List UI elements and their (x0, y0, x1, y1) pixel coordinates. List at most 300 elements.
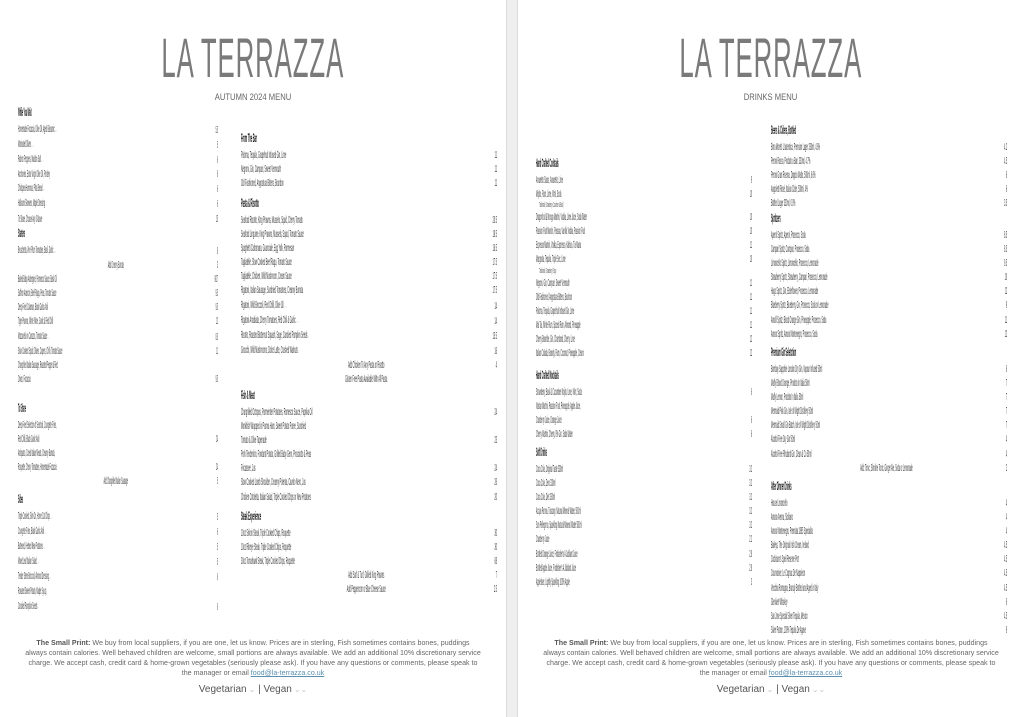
item-name (771, 196, 795, 210)
menu-item (18, 554, 218, 569)
item-name-text: Add Creamy Burrata (107, 259, 124, 272)
item-name-text: Amalfi Spritz, Blood Orange Gin, Pineapple, Prosecco, Soda (771, 313, 827, 326)
item-price: 4 (1005, 525, 1007, 538)
menu-item (771, 376, 1007, 390)
menu-item (241, 148, 497, 162)
menu-item (241, 328, 497, 343)
item-name (241, 176, 284, 190)
item-name (241, 358, 491, 372)
menu-item (771, 327, 1007, 341)
menu-item (536, 518, 752, 532)
item-name-text: San Jose Special Silver Tequila, Mexico (771, 609, 808, 622)
item-name (18, 524, 47, 539)
vegetarian-icon: ⌄ (307, 330, 310, 340)
menu-item (241, 405, 497, 419)
item-name (771, 552, 799, 566)
small-print: The Small Print: We buy from local suppliers, if you are one, let us know. Prices are in sterling, Fish sometimes contains bones, puddings always contain calories. Well behaved children are welcome, small portions are always available. We add an additional 10% discretionary service charge. We accept cash, credit card & home-grown vegetables (seriously please ask). If you have any questions or comments, please speak to the manager or email food@la-terrazza.co.uk (543, 639, 999, 677)
item-price: 9.5 (215, 372, 218, 385)
item-name-text: Coca Cola, Diet 330ml (536, 491, 555, 504)
section-heading: Premium Gin Seletction (771, 345, 797, 359)
item-name (536, 304, 574, 318)
item-name (241, 447, 311, 475)
item-price: 11 (750, 290, 752, 303)
item-price: 4 (1005, 433, 1007, 446)
item-name-text: Courvoisier, Le Cognac De Napoleon (771, 567, 806, 580)
item-name (536, 532, 549, 546)
item-price: 10 (749, 188, 752, 201)
vegetarian-icon: ⌄ (47, 331, 49, 341)
menu-section (241, 388, 497, 504)
item-name-text: Slow Cooked Lamb Shoulder, Creamy Polenta, Cavolo Nero, Jus (241, 476, 306, 489)
item-price: 3.5 (1004, 197, 1007, 210)
item-price: 15.5 (492, 329, 497, 342)
menu-item (771, 404, 1007, 418)
item-name (241, 405, 312, 419)
menu-item (241, 227, 497, 241)
item-price: 9 (1005, 623, 1007, 636)
item-name-text: Mozzarella in Carozza, Tomato Sauce (18, 329, 48, 342)
item-name (771, 256, 818, 270)
item-price: 2.5 (493, 583, 497, 596)
item-price: 6 (217, 154, 218, 167)
menu-item (18, 446, 218, 474)
item-name (771, 623, 806, 637)
item-price: 24 (216, 461, 218, 474)
item-name-text: Malfy Blood Orange, Prodoto In Italia 50ml (771, 377, 810, 390)
menu-item (241, 283, 497, 297)
item-name (241, 343, 300, 358)
menu-item (771, 313, 1007, 327)
item-name-text: Cockburn's Speil Reserve Port (771, 553, 800, 566)
item-name (241, 283, 303, 297)
item-price: 4.5 (1004, 609, 1007, 622)
item-name (771, 154, 810, 168)
menu-item (771, 538, 1007, 552)
item-name-text: Bombay Sapphire London Dry Gin, Vapour Infused 50ml (771, 363, 823, 375)
page-gutter (506, 0, 518, 717)
item-price: 5 (217, 475, 218, 488)
item-name-text: Hugo Spritz, Gin, Elderflower, Prosecco, Lemonade (771, 285, 819, 298)
menu-item (18, 243, 218, 258)
menu-item (536, 224, 752, 238)
menu-item (241, 162, 497, 176)
item-name (771, 609, 807, 623)
item-name-line: Nostar Martini, Passion Fruit, Pineapple, Apple Juice, (536, 400, 581, 413)
item-name-text: Gnocchi, Wild Mushrooms, Dolce Latte, Crushed Walnuts (241, 343, 298, 356)
item-name (539, 267, 556, 276)
item-name (18, 258, 214, 272)
item-name-line: Chargrilled Italian Sausage, Roasted Pepper & Red (18, 358, 58, 371)
item-name-text: Tagliatelle, Slow Cooked Beef Ragu, Tomato Sauce (241, 256, 292, 269)
menu-item (241, 419, 497, 447)
item-price: 6 (217, 198, 218, 211)
item-name (241, 328, 309, 343)
item-price: 68 (494, 555, 497, 568)
item-name (536, 238, 581, 252)
item-name (771, 595, 787, 609)
item-price: 16.5 (492, 242, 497, 255)
item-name-line: Tomato & Olive Tapenade (241, 434, 267, 447)
menu-item (241, 298, 497, 313)
item-name (241, 255, 292, 269)
menu-subtitle: AUTUMN 2024 MENU (214, 92, 292, 102)
menu-section (771, 211, 1007, 341)
item-name (18, 137, 34, 152)
item-price: 14 (494, 314, 497, 327)
menu-item (771, 390, 1007, 404)
item-name-text: Deep Fried Calamari, Black Garlic Aioli (18, 301, 48, 314)
item-price: 4 (1005, 511, 1007, 524)
item-price: 24 (216, 433, 218, 446)
menu-item (536, 547, 752, 561)
vegetarian-icon: ⌄ (766, 685, 774, 694)
section-heading: Steak Experience (241, 509, 262, 523)
item-name (18, 286, 56, 300)
item-name (241, 372, 491, 386)
item-price: 3 (217, 259, 218, 272)
diet-legend: Vegetarian ⌄ | Vegan ⌄⌄ (716, 684, 826, 695)
menu-item (771, 362, 1007, 376)
menu-item (536, 346, 752, 360)
restaurant-logo-title: LA TERRAZZA (161, 26, 345, 89)
item-name-line: Onion, Focaccia (18, 372, 31, 385)
item-price: 5 (217, 556, 218, 569)
vegan-icon: ⌄⌄ (31, 140, 34, 150)
menu-item (536, 210, 752, 224)
item-name-text: Coca Cola, Zero 330ml (536, 477, 556, 490)
menu-item (771, 432, 1007, 446)
item-name-text: 10oz Sirloin Steak, Triple Cooked Chips, Roquette (241, 527, 291, 539)
menu-item (18, 418, 218, 446)
item-name-text: Slow Cooked Squid, Olives, Capers, Chilli, Tomato Sauce (18, 344, 63, 357)
item-name (536, 318, 581, 332)
item-name (18, 569, 51, 584)
item-price: 11 (1004, 313, 1007, 326)
item-name (241, 269, 292, 283)
item-price: 24 (494, 462, 497, 475)
item-name-text: Amaro Averna, Siciliano (771, 511, 793, 524)
item-name (536, 518, 582, 532)
item-price: 12 (216, 315, 218, 328)
item-name-text: Coca Cola, Original Taste 330ml (536, 463, 564, 475)
item-name-text: Cherry Bramble, Gin, Chambord, Cherry, Lime (536, 332, 575, 345)
menu-item (18, 152, 218, 167)
item-name (536, 399, 581, 427)
item-price: 3.2 (749, 491, 752, 504)
item-name (18, 243, 56, 258)
menu-item (771, 623, 1007, 637)
add-on-item (241, 568, 497, 582)
item-name (771, 418, 820, 432)
item-price: 7 (1005, 419, 1007, 432)
item-name (18, 122, 57, 137)
item-name-text: Amaro Spritz, Amaro Montenegro, Prosecco, Soda (771, 327, 818, 340)
item-name (536, 547, 578, 561)
item-name-line: Antipasto, Cured Italian Meats, Creamy Burrata, (18, 447, 56, 460)
food-menu-page (0, 0, 506, 717)
menu-item (18, 122, 218, 137)
item-name-text: Bruschetta, Vine Plum Tomatoes, Basil, Garlic (18, 244, 54, 256)
item-price: 30 (494, 541, 497, 554)
item-name-text: Negroni, Gin, Campari, Sweet Vermouth (536, 276, 570, 289)
add-on-item (771, 461, 1007, 475)
item-price: 4 (495, 358, 497, 371)
item-name (536, 276, 570, 290)
item-name (771, 270, 827, 284)
menu-item (536, 332, 752, 346)
menu-item (18, 569, 218, 584)
menu-item (771, 182, 1007, 196)
item-name-line: Fricassee, Jus (241, 462, 256, 475)
item-name-text: Tiger Prawns, White Wine, Garlic & Red Chilli (18, 315, 54, 328)
item-name-text: Risotto, Roasted Butternut Squash, Sage, Candied Pumpkin Seeds (241, 328, 308, 341)
item-name-text: Cherry Martini, Cherry, 0% Gin, Soda Water (536, 428, 573, 441)
item-name (536, 332, 575, 346)
menu-item (536, 490, 752, 504)
item-name-text: Bottled Apple Juice, Frobisher's A Jubilant Juice (536, 561, 576, 574)
item-name-text: Rigatoni, Wild Broccoli, Red Chilli, Olive Oil (241, 298, 284, 311)
item-name-text: Tagliatelle, Chicken, Wild Mushroom, Cream Sauce (241, 270, 292, 283)
vegan-icon: ⌄⌄ (55, 125, 58, 134)
item-name (771, 327, 817, 341)
vegan-icon: ⌄⌄ (49, 572, 52, 582)
item-name (771, 566, 805, 580)
menu-item (771, 256, 1007, 270)
item-name-text: Old Fashioned, Angostura Bitters, Bourbon (241, 177, 284, 190)
menu-item (771, 609, 1007, 623)
item-name (18, 329, 49, 344)
menu-item (18, 181, 218, 196)
item-price: 19.5 (492, 228, 497, 241)
item-name-line: Candied Pumpkin Seeds (18, 599, 38, 612)
drinks-menu-page (518, 0, 1024, 717)
item-price: 6 (750, 386, 752, 398)
menu-item (241, 269, 497, 283)
add-on-item (18, 258, 218, 272)
item-name (18, 212, 42, 226)
item-price: 3 (750, 575, 752, 588)
item-price: 17.5 (492, 284, 497, 297)
menu-item (241, 490, 497, 504)
item-price: 3.2 (749, 477, 752, 490)
menu-item (536, 290, 752, 304)
item-name-text: Add Chicken To Any Pasta or Risotto (348, 358, 385, 371)
section-heading: Beers & Ciders, Bottled (771, 123, 797, 137)
item-name (771, 524, 813, 538)
item-name-text: Amaro Montenegro, Premiata 1885 Specialita (771, 525, 813, 538)
menu-item (536, 462, 752, 476)
section-heading: While You Wait (18, 105, 32, 119)
item-name-text: Add: Tonic, Slimline Tonic, Ginger Ale, Soda or Lemonade (860, 461, 913, 474)
item-name (771, 140, 820, 154)
item-name (18, 539, 45, 554)
section-heading: Hand Crafted Cocktails (536, 156, 559, 170)
item-name-text: Italian Colada, Brandy, Rum, Coconut, Pineapple, Cream (536, 347, 584, 360)
vegan-icon: ⌄⌄ (811, 685, 826, 694)
menu-item (18, 344, 218, 358)
item-price: 5 (217, 541, 218, 554)
item-name-text: Limoncello Spritz, Limoncello, Prosecco, Lemonade (771, 257, 819, 270)
vegan-icon: ⌄⌄ (53, 246, 56, 255)
item-price: 7 (495, 569, 497, 582)
email-link[interactable]: food@la-terrazza.co.uk (250, 669, 325, 677)
section-heading: To Share (18, 401, 26, 415)
item-name-text: Gluten Free Pasta Available With All Pasta (345, 373, 388, 386)
item-price: 4.5 (1004, 553, 1007, 566)
menu-item (771, 566, 1007, 580)
menu-item (771, 595, 1007, 609)
item-price: 7 (1005, 377, 1007, 390)
menu-item (536, 561, 752, 575)
item-price: 10 (749, 253, 752, 266)
item-name (771, 362, 822, 376)
item-name-text: Mai Tai, White Rum, Spiced Rum, Almond, Pineapple (536, 318, 581, 331)
menu-section (18, 401, 218, 488)
vegan-icon: ⌄⌄ (284, 300, 287, 310)
menu-section (536, 445, 752, 589)
item-price: 6 (217, 183, 218, 196)
item-name (241, 148, 286, 162)
item-name-text: Halloumi Skewers, Maple Dressing (18, 197, 46, 210)
item-name-line: Roasted Sweet Potato, Maple Syrup, (18, 585, 47, 598)
menu-item (536, 318, 752, 332)
item-price: 4 (1005, 447, 1007, 460)
item-price: 7 (1005, 405, 1007, 418)
item-price: 9 (750, 174, 752, 186)
item-price: 10 (749, 225, 752, 238)
menu-item (536, 575, 752, 589)
menu-item (241, 343, 497, 358)
add-on-item (18, 474, 218, 488)
item-name (241, 554, 295, 568)
vegetarian-icon: ⌄ (37, 601, 39, 611)
item-name (536, 173, 563, 187)
item-price: 11 (750, 318, 752, 331)
menu-item (18, 584, 218, 613)
item-price: 10 (749, 211, 752, 224)
item-price: 7 (1005, 391, 1007, 404)
menu-item (241, 475, 497, 489)
item-name (18, 181, 45, 196)
item-name (18, 554, 39, 569)
item-name (536, 252, 566, 266)
vegan-icon: ⌄⌄ (293, 685, 308, 694)
section-heading: Starters (18, 226, 26, 240)
item-price: 3.2 (749, 463, 752, 475)
add-on-item (241, 372, 497, 386)
item-name (18, 196, 47, 211)
item-name-text: 30oz Tomahawk Steak, Triple Cooked Chips, Roquette (241, 555, 295, 568)
item-name (18, 584, 47, 613)
item-price: 4.5 (1004, 155, 1007, 168)
item-name (18, 300, 48, 314)
item-price: 30 (494, 527, 497, 539)
item-price: 6 (1005, 169, 1007, 182)
item-name-text: Strawberry, Basil & Cucumber Nojito, Lime, Mint, Soda (536, 386, 582, 398)
item-price: 6 (750, 428, 752, 441)
item-name-text: House Limoncello (771, 497, 788, 509)
restaurant-logo-title: LA TERRAZZA (679, 26, 863, 89)
item-name (241, 162, 281, 176)
item-name-text: Anchovies, Extra Virgin Olive Oil, Parsley (18, 168, 50, 181)
menu-section (18, 226, 218, 386)
add-on-item (241, 582, 497, 596)
item-name-text: Margarita, Tequila, Triple Sec, Lime (536, 253, 566, 266)
menu-item (771, 168, 1007, 182)
item-price: 9 (1005, 299, 1007, 312)
item-name (241, 526, 290, 540)
item-name-text: Aperol Spritz, Aperol, Prosecco, Soda (771, 229, 806, 241)
menu-section (536, 368, 752, 441)
menu-section (241, 131, 497, 190)
item-price: 16 (494, 344, 497, 357)
menu-item (18, 358, 218, 386)
item-name (241, 298, 287, 313)
item-name-text: Birra Moretti L'autentica, Premium Lager 330ml, 4.6% (771, 141, 821, 153)
item-name-text: Spaghetti Carbonara, Guanciale, Egg Yolk, Parmesan (241, 242, 295, 255)
item-name-text: Dragonfruit & Mango Martini, Vodka, Lime Juice, Soda Water (536, 211, 587, 224)
menu-item (536, 427, 752, 441)
menu-item (241, 213, 497, 227)
item-name-text: Chargrilled Octopus, Parmentier Potatoes, Romesco Sauce, Paprika Oil (241, 406, 313, 418)
item-name-text: Saffron Arancini, Beef Ragu, Peas, Tomato Sauce (18, 287, 57, 300)
item-name-text: Alcohol Free Dry Gin 50ml (771, 433, 796, 446)
menu-item (18, 539, 218, 554)
item-name-text: To Share, Choose Any 3 Above (18, 212, 43, 225)
item-price: 24 (494, 406, 497, 418)
item-price: 4.5 (1004, 567, 1007, 580)
item-price: 8.5 (1004, 229, 1007, 241)
item-name-text: Negroni, Gin, Campari, Sweet Vermouth (241, 163, 281, 176)
item-name (18, 509, 52, 524)
vegetarian-icon: ⌄ (298, 345, 300, 355)
item-name (771, 242, 809, 256)
item-name-text: Strawberry Spritz, Strawberry, Campari, Prosecco, Lemonade (771, 271, 828, 284)
menu-item (18, 300, 218, 314)
item-name (536, 385, 582, 399)
section-heading: Fish & Meat (241, 388, 255, 402)
item-name-text: Add Surf & Turf, Grilled King Prawns (348, 569, 385, 582)
item-price: 4.5 (1004, 581, 1007, 594)
item-name (771, 581, 818, 595)
item-name (771, 496, 787, 510)
menu-item (18, 212, 218, 226)
email-link[interactable]: food@la-terrazza.co.uk (768, 669, 843, 677)
item-price: 17.5 (492, 256, 497, 269)
item-name-text: Passion Fruit Martini, Passoa, Vanilla Vodka, Passion Fruit (536, 225, 586, 238)
menu-section (771, 479, 1007, 637)
item-name (241, 490, 311, 504)
item-name (536, 490, 555, 504)
item-name-line: Cranberry Juice, Orange Juice (536, 414, 562, 427)
section-heading: Pasta & Risotto (241, 196, 259, 210)
item-price: 23 (494, 434, 497, 447)
menu-item (536, 385, 752, 399)
item-name-text: Angioletti Rosé, Italian Cider, 500ml, 4% (771, 183, 808, 196)
section-heading: Spritzers (771, 211, 781, 225)
item-name-text: Silver Patron, 100% Tequila De Agave (771, 623, 806, 636)
item-name (771, 404, 813, 418)
item-price: 5 (217, 139, 218, 152)
item-price: 12 (1004, 285, 1007, 298)
item-name-text: Rigatoni Arrabiata, Cherry Tomatoes, Red Chili & Garlic (241, 313, 296, 326)
item-price: 2.8 (749, 561, 752, 574)
item-name-text: Baked Baby Aubergine, Romesco Sauce, Basil Oil (18, 273, 57, 286)
menu-section (771, 345, 1007, 475)
menu-item (771, 284, 1007, 298)
item-name-text: Traditional | Strawberry | Spicy (539, 267, 557, 275)
item-name-text: Espresso Martini, Vodka, Espresso, Kahlua, Tia Maria (536, 239, 582, 252)
